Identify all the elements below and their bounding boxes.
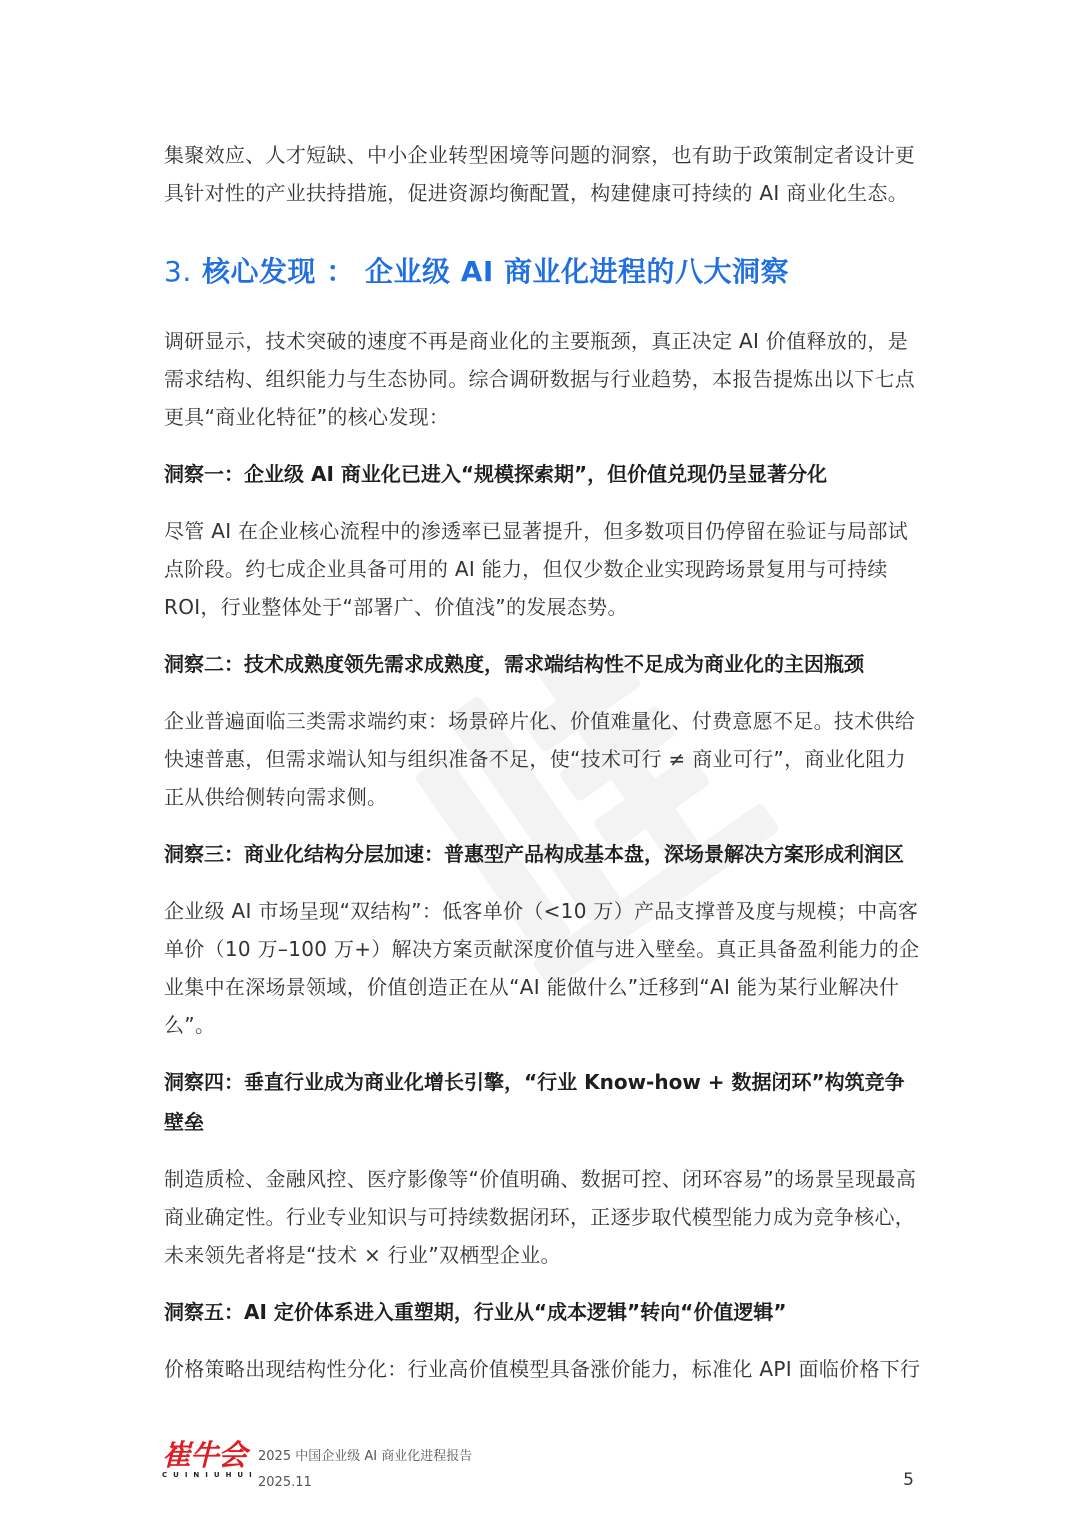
page-number: 5 — [903, 1470, 914, 1490]
insight-5-heading: 洞察五：AI 定价体系进入重塑期，行业从“成本逻辑”转向“价值逻辑” — [164, 1300, 787, 1324]
intro-paragraph: 集聚效应、人才短缺、中小企业转型困境等问题的洞察，也有助于政策制定者设计更具针对性的产业扶持措施，促进资源均衡配置，构建健康可持续的 AI 商业化生态。 — [164, 143, 916, 205]
section-title-text: 核心发现 ： 企业级 AI 商业化进程的八大洞察 — [201, 255, 790, 288]
footer-date: 2025.11 — [258, 1475, 312, 1490]
section-title — [164, 252, 924, 292]
insight-4-body: 制造质检、金融风控、医疗影像等“价值明确、数据可控、闭环容易”的场景呈现最高商业确定性。行业专业知识与可持续数据闭环，正逐步取代模型能力成为竞争核心，未来领先者将是“技术 × 行业”双栖型企业。 — [164, 1167, 917, 1267]
insight-5-body: 价格策略出现结构性分化：行业高价值模型具备涨价能力，标准化 API 面临价格下行 — [164, 1357, 921, 1381]
insight-2-body: 企业普遍面临三类需求端约束：场景碎片化、价值难量化、付费意愿不足。技术供给快速普惠，但需求端认知与组织准备不足，使“技术可行 ≠ 商业可行”，商业化阻力正从供给侧转向需求侧。 — [164, 709, 916, 809]
footer-meta — [258, 1444, 472, 1496]
section-number: 3. — [164, 255, 192, 288]
insight-1-body: 尽管 AI 在企业核心流程中的渗透率已显著提升，但多数项目仍停留在验证与局部试点阶段。约七成企业具备可用的 AI 能力，但仅少数企业实现跨场景复用与可持续 ROI，行业整体处于“部署广、价值浅”的发展态势。 — [164, 519, 908, 619]
insight-2-heading: 洞察二：技术成熟度领先需求成熟度，需求端结构性不足成为商业化的主因瓶颈 — [164, 652, 864, 676]
brand-logo-en: CUINIUHUI — [162, 1471, 258, 1479]
section-lead-paragraph: 调研显示，技术突破的速度不再是商业化的主要瓶颈，真正决定 AI 价值释放的，是需求结构、组织能力与生态协同。综合调研数据与行业趋势，本报告提炼出以下七点更具“商业化特征”的核心发现： — [164, 329, 916, 429]
insight-3-heading: 洞察三：商业化结构分层加速：普惠型产品构成基本盘，深场景解决方案形成利润区 — [164, 842, 904, 866]
brand-logo-cn: 崔牛会 — [162, 1438, 247, 1472]
insight-3-body: 企业级 AI 市场呈现“双结构”：低客单价（<10 万）产品支撑普及度与规模；中高客单价（10 万–100 万+）解决方案贡献深度价值与进入壁垒。真正具备盈利能力的企业集中在深场景领域，价值创造正在从“AI 能做什么”迁移到“AI 能为某行业解决什么”。 — [164, 899, 920, 1037]
insight-1-heading: 洞察一：企业级 AI 商业化已进入“规模探索期”，但价值兑现仍呈显著分化 — [164, 462, 828, 486]
insight-4-heading: 洞察四：垂直行业成为商业化增长引擎，“行业 Know-how + 数据闭环”构筑竞争壁垒 — [164, 1070, 905, 1134]
page-footer — [162, 1436, 922, 1496]
main-content — [164, 136, 924, 1388]
footer-report-title: 2025 中国企业级 AI 商业化进程报告 — [258, 1449, 473, 1464]
brand-logo — [162, 1440, 258, 1480]
